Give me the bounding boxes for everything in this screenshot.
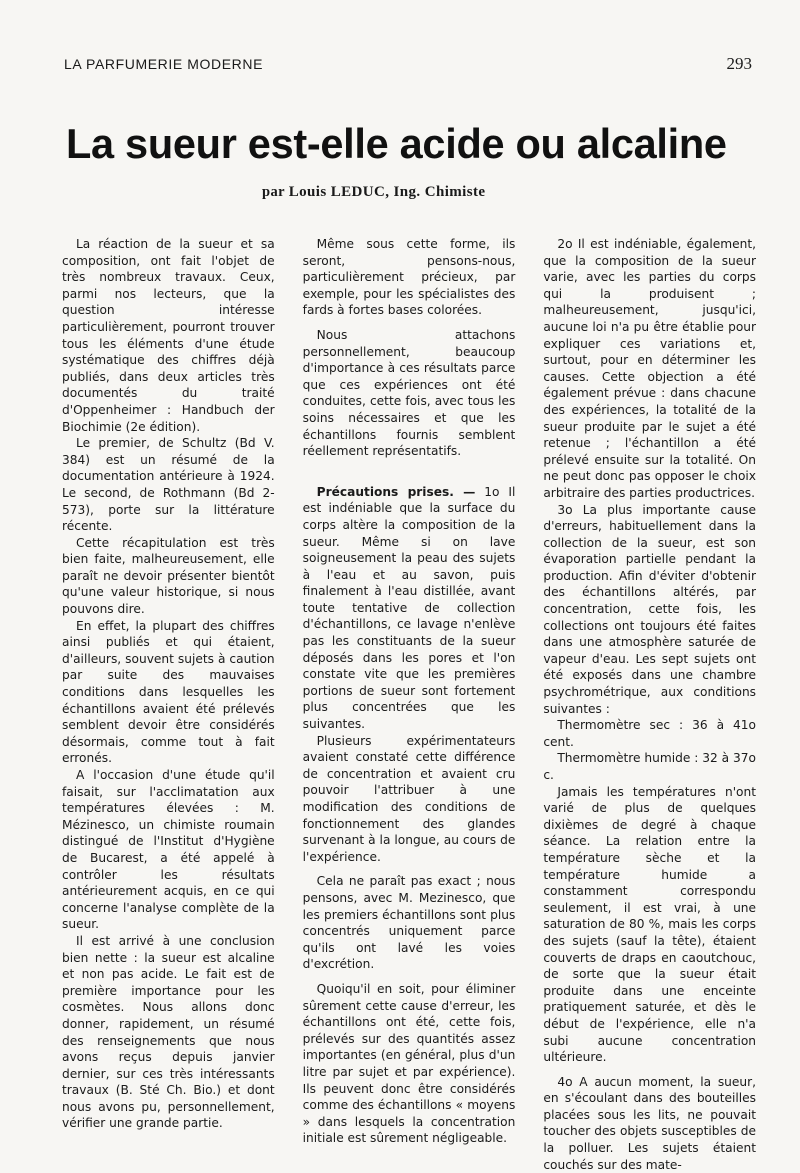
byline-prefix: par	[262, 184, 285, 200]
paragraph: En effet, la plupart des chiffres ainsi publiés et qui étaient, d'ailleurs, souvent sujets à caution par suite des mauvaises conditions dans lesquelles les échantillons avaient été prélevés semblent devoir être considérés désormais, comme tout à fait erronés.	[62, 618, 275, 766]
paragraph: Le premier, de Schultz (Bd V. 384) est un résumé de la documentation antérieure à 1924. Le second, de Rothmann (Bd 2-573), porte sur la littérature récente.	[62, 436, 275, 534]
paragraph: Cette récapitulation est très bien faite, malheureusement, elle paraît ne devoir présenter bientôt qu'une valeur historique, si nous pouvons dire.	[62, 535, 275, 617]
column-3	[543, 236, 756, 1173]
paragraph: Nous attachons personnellement, beaucoup d'importance à ces résultats parce que ces expériences ont été conduites, cette fois, avec tous les soins nécessaires et que les échantillons fournis semblent réellement représentatifs.	[302, 327, 516, 459]
paragraph: 3o La plus importante cause d'erreurs, habituellement dans la collection de la sueur, est son évaporation partielle pendant la production. Afin d'éviter d'obtenir des échantillons altérés, par concentration, cette fois, les collections ont toujours été faites dans une atmosphère saturée de vapeur d'eau. Les sept sujets ont été exposés dans une chambre psychrométrique, aux conditions suivantes :	[543, 502, 757, 716]
article-title: La sueur est-elle acide ou alcaline	[66, 120, 727, 167]
section-paragraph	[303, 484, 516, 733]
article-body	[62, 236, 756, 1173]
running-head: LA PARFUMERIE MODERNE	[64, 56, 264, 72]
paragraph: La réaction de la sueur et sa composition, ont fait l'objet de très nombreux travaux. Ceux, parmi nos lecteurs, que la question intéresse particulièrement, pourront trouver tous les éléments d'une étude systématique des chiffres déjà publiés, dans deux articles très documentés du traité d'Oppenheimer : Handbuch der Biochimie (2e édition).	[62, 237, 275, 434]
paragraph: Plusieurs expérimentateurs avaient constaté cette différence de concentration et avaient cru pouvoir l'attribuer à une modification des conditions de fonctionnement des glandes survenant à la longue, au cours de l'expérience.	[302, 733, 516, 864]
temperature-dry: Thermomètre sec : 36 à 41o cent.	[543, 718, 757, 749]
author-name: Louis LEDUC, Ing. Chimiste	[288, 184, 486, 200]
page-header	[64, 54, 752, 74]
paragraph: Jamais les températures n'ont varié de plus de quelques dixièmes de degré à chaque séance. La relation entre la température sèche et la température humide a constamment correspondu seulement, il est vrai, à une saturation de 80 %, mais les corps des sujets (sauf la tête), étaient couverts de draps en caoutchouc, de sorte que la sueur était produite dans une enceinte pratiquement saturée, et dès le début de l'expérience, elle n'a subi aucune concentration ultérieure.	[543, 784, 757, 1065]
paragraph: A l'occasion d'une étude qu'il faisait, sur l'acclimatation aux températures élevées : M. Mézinesco, un chimiste roumain distingué de l'Institut d'Hygiène de Bucarest, a été appelé à contrôler les résultats antérieurement acquis, en ce qui concerne l'analyse complète de la sueur.	[62, 768, 275, 932]
column-2	[303, 236, 516, 1173]
byline	[262, 184, 485, 201]
paragraph: Quoiqu'il en soit, pour éliminer sûrement cette cause d'erreur, les échantillons ont été, cette fois, prélevés sur des quantités assez importantes (en général, plus d'un litre par sujet et par expérience). Ils peuvent donc être considérés comme des échantillons « moyens » dans lesquels la concentration initiale est sûrement négligeable.	[302, 981, 516, 1146]
paragraph: 2o Il est indéniable, également, que la composition de la sueur varie, avec les parties du corps qui la produisent ; malheureusement, jusqu'ici, aucune loi n'a pu être établie pour expliquer ces variations et, surtout, pour en déterminer les causes. Cette objection a été également prévue : dans chacune des expériences, la totalité de la sueur produite par le sujet a été retenue ; l'échantillon a été prélevé ensuite sur la totalité. On ne peut donc pas opposer le choix arbitraire des parties productrices.	[543, 237, 757, 500]
paragraph: Il est arrivé à une conclusion bien nette : la sueur est alcaline et non pas acide. Le fait est de première importance pour les cosmètes. Nous allons donc donner, rapidement, un résumé des renseignements que nous avons reçus depuis janvier dernier, sur ces très intéressants travaux (B. Sté Ch. Bio.) et dont nous avons pu, personnellement, vérifier une grande partie.	[62, 933, 275, 1131]
section-text: Il est indéniable que la surface du corps altère la composition de la sueur. Même si on lave soigneusement la peau des sujets à l'eau et au savon, puis finalement à l'eau distillée, avant toute tentative de collection d'échantillons, ce lavage n'enlève pas les constituants de la sueur déposés dans les pores et l'on constate vite que les premières portions de sueur sont fortement plus concentrées que les suivantes.	[302, 484, 516, 732]
paragraph: Même sous cette forme, ils seront, pensons-nous, particulièrement précieux, par exemple, pour les spécialistes des fards à fortes bases colorées.	[302, 237, 516, 318]
column-1	[62, 236, 275, 1173]
temperature-wet: Thermomètre humide : 32 à 37o c.	[543, 751, 757, 782]
page-number: 293	[726, 54, 752, 73]
paragraph: Cela ne paraît pas exact ; nous pensons, avec M. Mezinesco, que les premiers échantillons sont plus concentrés uniquement parce qu'ils ont lavé les voies d'excrétion.	[302, 874, 516, 972]
paragraph: 4o A aucun moment, la sueur, en s'écoulant dans des bouteilles placées sous les lits, ne pouvait toucher des objets susceptibles de la polluer. Les sujets étaient couchés sur des mate-	[543, 1074, 757, 1172]
section-number: 1o	[484, 484, 500, 499]
section-heading: Précautions prises. —	[316, 484, 476, 499]
